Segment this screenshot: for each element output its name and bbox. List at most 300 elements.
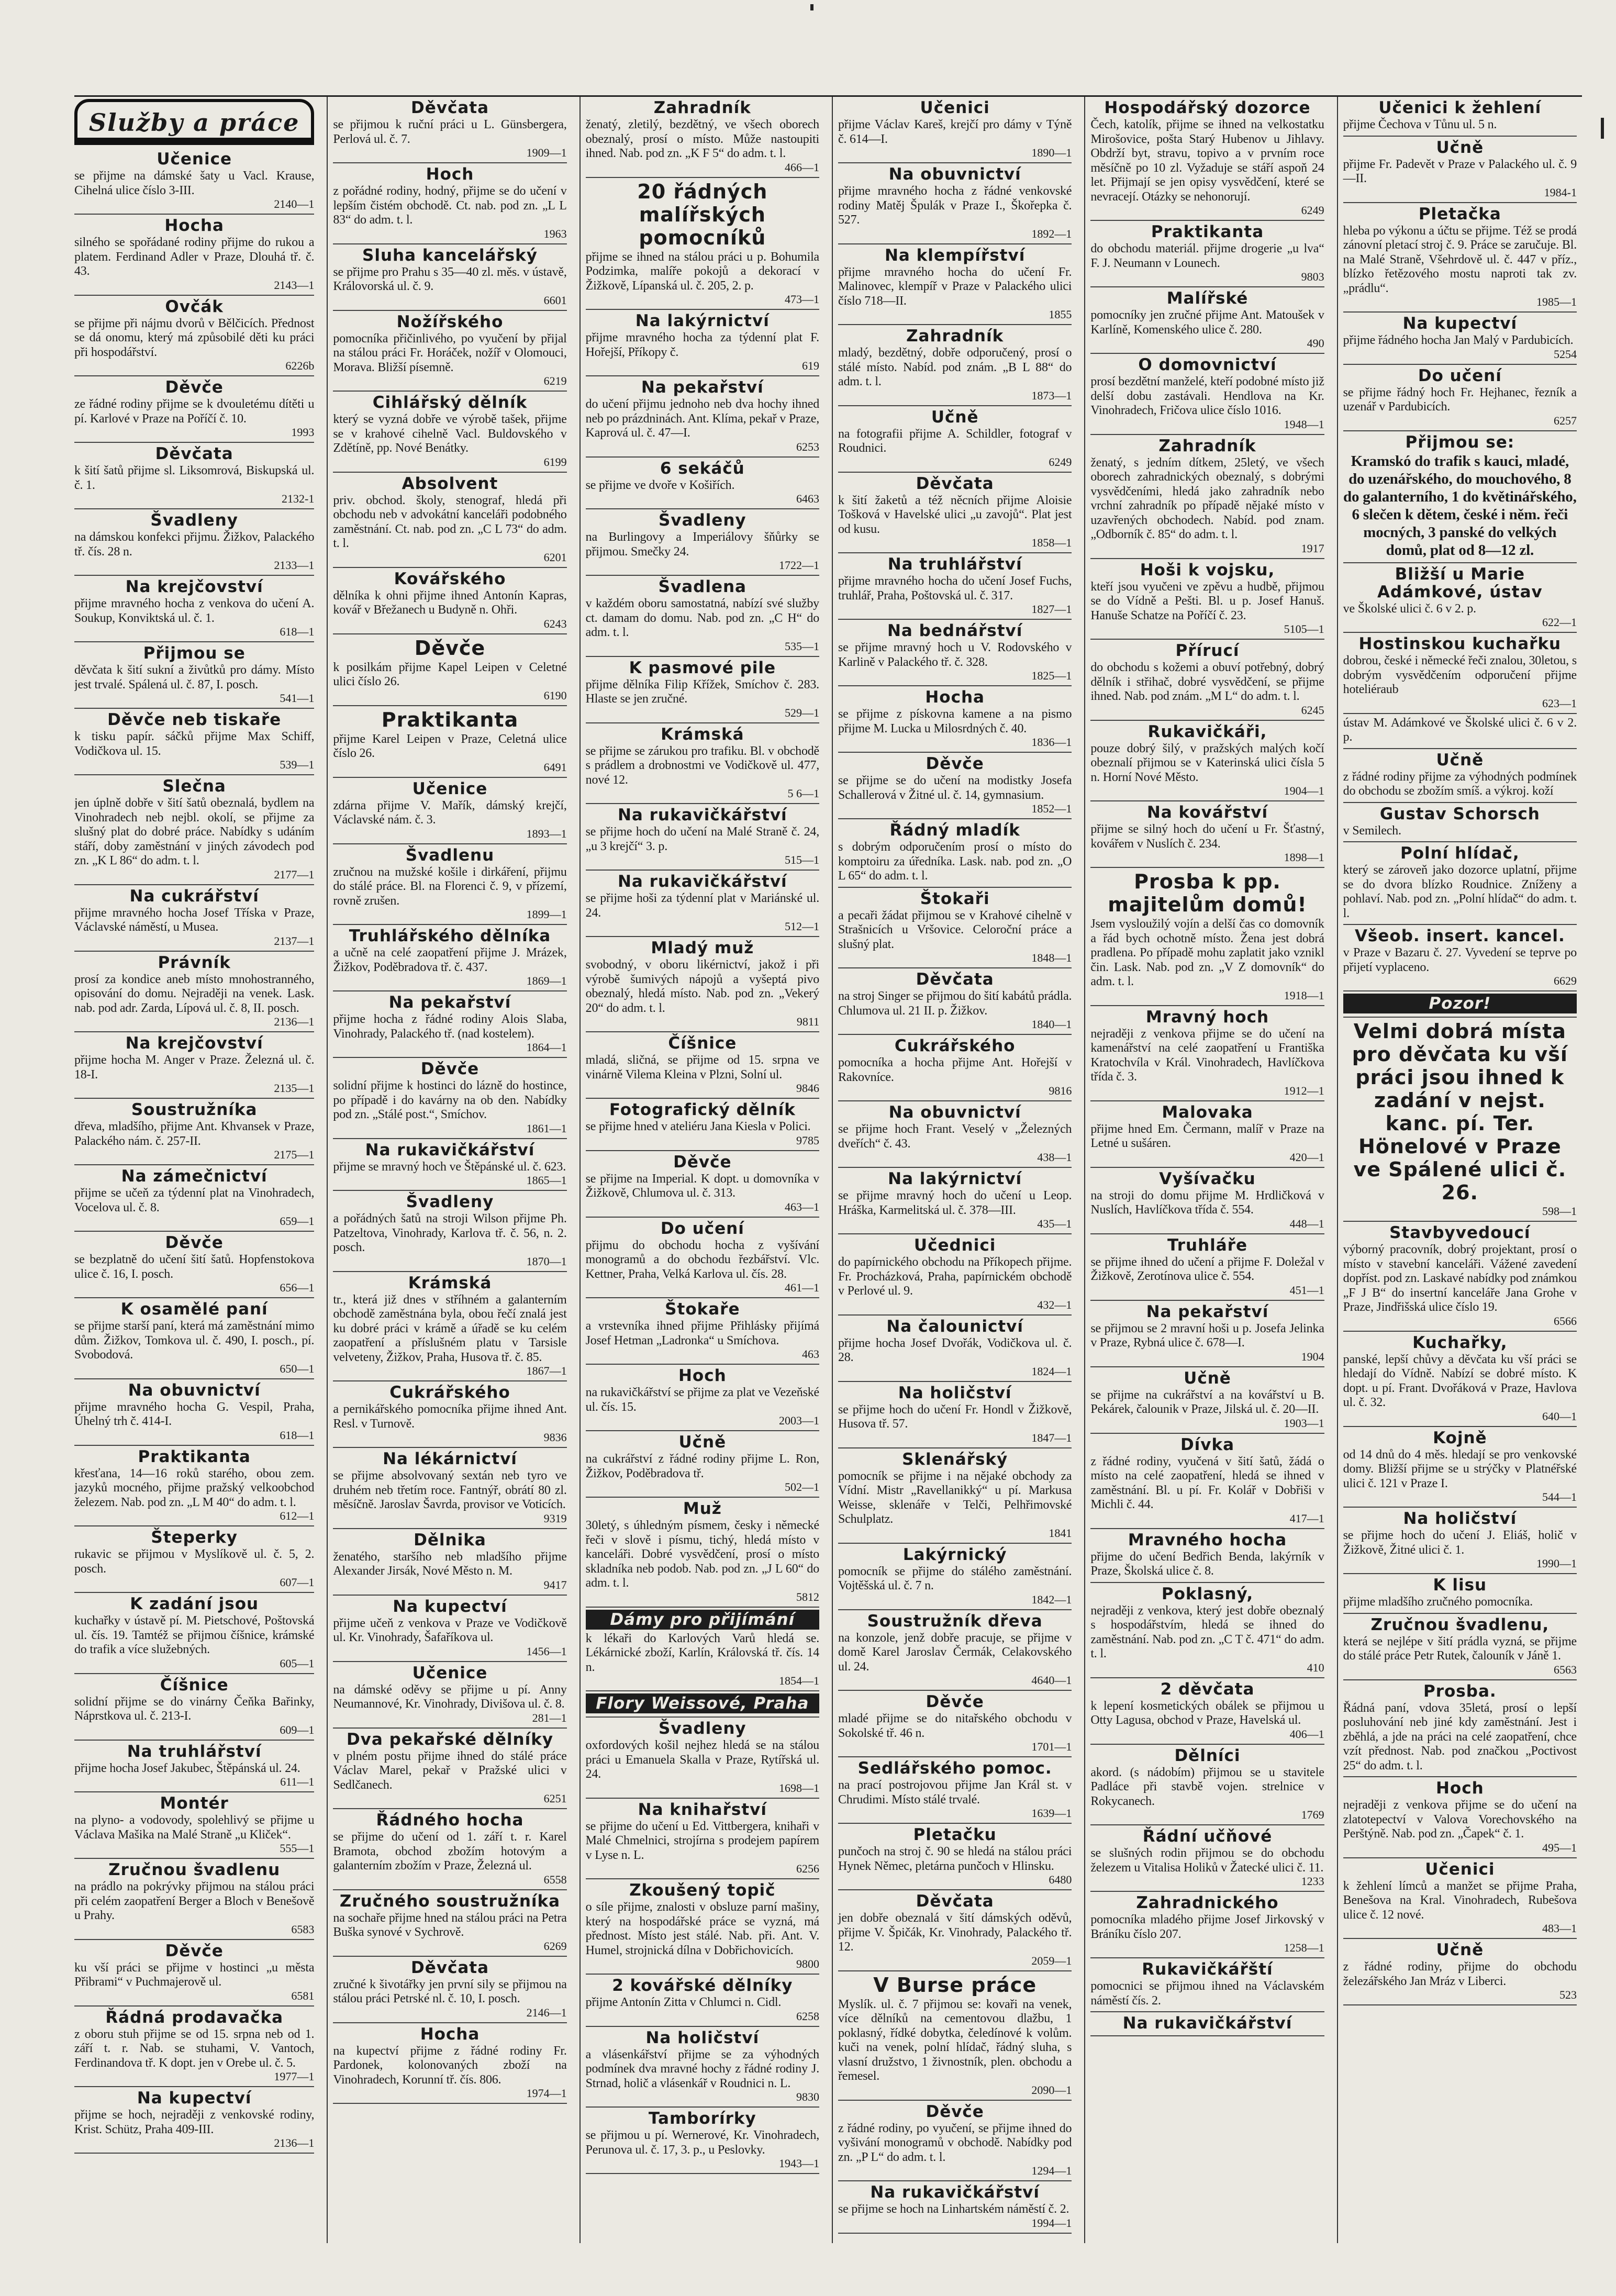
- ad-divider: [838, 2180, 1072, 2181]
- ad-text: do obchodu materiál. přijme drogerie „u lva“ F. J. Neumann v Lounech.: [1090, 242, 1324, 270]
- ad-text: se přijme absolvovaný sextán neb tyro ve druhém neb třetím roce. Fantnýř, obrátí 80 zl. měsíčně. Jaroslav Šavrda, provisor ve Voticích.: [333, 1469, 567, 1511]
- ad-reference-number: 6256: [796, 1862, 819, 1875]
- ad-reference-number: 612—1: [280, 1509, 315, 1522]
- ad-text: akord. (s nádobím) přijmou se u stavitele Padláce při stavbě vojen. strelnice v Rokycanech.: [1090, 1765, 1324, 1808]
- ad-divider: [333, 1271, 566, 1272]
- ad-text: přijme do učení Bedřich Benda, lakýrník v Praze, Školská ulice č. 8.: [1090, 1550, 1324, 1578]
- ad-reference-number: 6257: [1554, 414, 1577, 427]
- ad-heading: Lakýrnický: [902, 1545, 1007, 1564]
- ad-text: přijme Karel Leipen v Praze, Celetná ulice číslo 26.: [333, 732, 567, 760]
- classified-ad: [1090, 723, 1324, 798]
- ad-divider: [333, 633, 566, 634]
- classified-ad: [1343, 1576, 1577, 1610]
- ad-heading: Dámy pro přijímání: [586, 1610, 819, 1630]
- ad-reference-number: 9846: [796, 1082, 819, 1095]
- ad-reference-number: 555—1: [280, 1842, 315, 1855]
- ad-heading: Na cukrářství: [129, 886, 259, 906]
- classified-ad: [74, 1167, 314, 1228]
- classified-ad: [838, 1546, 1072, 1606]
- ad-heading: Vyšívačku: [1159, 1169, 1256, 1188]
- ad-text: pomocnici se přijmou ihned na Václavském náměstí čís. 2.: [1090, 1979, 1324, 2008]
- classified-ad: [838, 1318, 1072, 1378]
- ad-reference-number: 1852—1: [1031, 802, 1072, 815]
- ad-text: se přijme na cukrářství a na kovářství u B. Pekárek, čalounik v Praze, Jilská ul. č. 20—II.: [1090, 1388, 1324, 1416]
- classified-ad: [586, 1720, 819, 1795]
- ad-text: z řádné rodiny přijme za výhodných podmínek do obchodu se zbožím smíš. a výkroj. koží: [1343, 770, 1577, 798]
- ad-text: pomocník se přijme i na nějaké obchody za Vídní. Mistr „Ravellanikký“ u pí. Markusa Weisse, sklenáře v Telči, Pelhřimovské Schulplatz.: [838, 1469, 1072, 1526]
- classified-ad: [74, 1234, 314, 1294]
- binding-mark: [1601, 118, 1604, 139]
- ad-divider: [838, 1543, 1072, 1544]
- classified-ad: [74, 2089, 314, 2149]
- ad-divider: [1090, 353, 1324, 354]
- ad-text: Čech, katolík, přijme se ihned na velkostatku Mirošovice, pošta Starý Hubenov u Jihlavy. Obdrží byt, stravu, topivo a v prvním roce měsíčně po 10 zl. Vyžaduje se stáří aspoň 24 let. Přijmají se jen opisy vysvědčení, které se nevracejí. Otázky se nehonorují.: [1090, 118, 1324, 204]
- ad-reference-number: 1943—1: [779, 2157, 819, 2170]
- ad-divider: [1090, 1891, 1324, 1892]
- ad-heading: Štokaři: [920, 889, 990, 908]
- classified-ad: [74, 511, 314, 572]
- ad-heading: Sklenářský: [902, 1450, 1008, 1469]
- ad-divider: [1343, 311, 1577, 313]
- ad-heading: Truhlářského dělníka: [349, 927, 551, 945]
- ad-divider: [838, 967, 1072, 968]
- classified-ad: [586, 1220, 819, 1295]
- ad-reference-number: 1848—1: [1031, 951, 1072, 964]
- classified-ad: [838, 475, 1072, 550]
- ad-heading: Hostinskou kuchařku: [1358, 634, 1562, 653]
- ad-text: přijme se hoch, nejraději z venkovské rodiny, Krist. Schütz, Praha 409-III.: [74, 2108, 315, 2136]
- classified-ad: [838, 622, 1072, 682]
- classified-ad: [1090, 1104, 1324, 1164]
- ad-heading: Učenice: [412, 1663, 488, 1682]
- ad-reference-number: 9785: [796, 1133, 819, 1147]
- classified-ad: [74, 1300, 314, 1375]
- ad-heading: Hoši k vojsku,: [1140, 560, 1275, 579]
- classified-ad: [333, 780, 566, 840]
- ad-text: se přijme na dámské šaty u Vacl. Krause, Cihelná ulice číslo 3-III.: [74, 169, 315, 197]
- ad-heading: Do učení: [1418, 366, 1502, 385]
- classified-ad: [586, 2110, 819, 2170]
- ad-text: na prádlo na pokrývky přijmou na stálou práci při celém zaopatření Berger a Bloch v Benešově u Prahy.: [74, 1880, 315, 1922]
- classified-ad: [74, 378, 314, 439]
- ad-text: o síle přijme, znalosti v obsluze parní mašiny, který na hospodářské práce se vyzná, má přednost. Místo jest stálé. Nab. při. Ant. V. Humel, strojnická dílna v Dobřichovicích.: [585, 1900, 819, 1957]
- ad-reference-number: 1258—1: [1284, 1941, 1324, 1954]
- ad-divider: [74, 1791, 314, 1792]
- ad-heading: Na krejčovství: [125, 1034, 263, 1053]
- ad-heading: Sluha kancelářský: [362, 246, 538, 265]
- ad-text: na kupectví přijme z řádné rodiny Fr. Pardonek, kolonovaných zboží na Vinohradech, Korunní tř. čís. 806.: [333, 2044, 567, 2087]
- ad-divider: [586, 656, 819, 657]
- ad-divider: [1090, 1433, 1324, 1434]
- ad-divider: [838, 1756, 1072, 1757]
- classified-ad: [74, 644, 314, 705]
- classified-ad: [586, 378, 819, 453]
- classified-ad: [838, 890, 1072, 965]
- ad-text: z řádné rodiny, přijme do obchodu železářského Jan Mráz v Liberci.: [1343, 1960, 1577, 1988]
- classified-ad: [333, 1384, 566, 1444]
- ad-reference-number: 2003—1: [779, 1414, 819, 1427]
- ad-heading: 2 děvčata: [1160, 1679, 1255, 1699]
- classified-ad: [333, 570, 566, 630]
- ad-reference-number: 618—1: [280, 625, 315, 638]
- ad-text: se přijme ihned do učení a přijme F. Doležal v Žižkově, Zerotínova ulice č. 554.: [1090, 1255, 1324, 1283]
- ad-heading: Soustružník dřeva: [867, 1611, 1043, 1631]
- ad-text: k posilkám přijme Kapel Leipen v Celetné ulici číslo 26.: [333, 660, 567, 688]
- ad-divider: [74, 1858, 314, 1859]
- ad-divider: [333, 310, 566, 311]
- ad-divider: [74, 2153, 314, 2154]
- ad-text: solidní přijme se do vinárny Čeňka Bařinky, Náprstkova ul. č. 213-I.: [74, 1695, 315, 1723]
- ad-divider: [838, 2233, 1072, 2234]
- ad-heading: Učenici k žehlení: [1378, 98, 1542, 117]
- ad-heading: Číšnice: [668, 1034, 737, 1053]
- ad-reference-number: 650—1: [280, 1362, 315, 1375]
- ad-heading: Učně: [1436, 1941, 1484, 1959]
- ad-text: se přijme hoch do učení Fr. Hondl v Žižkově, Husova tř. 57.: [838, 1402, 1072, 1431]
- ad-reference-number: 432—1: [1037, 1298, 1072, 1311]
- ad-reference-number: 1893—1: [526, 827, 567, 840]
- ad-text: a pecaři žádat přijmou se v Krahové cihelně v Strašnicích u Vršovice. Celoroční práce a slušný plat.: [838, 908, 1072, 951]
- ad-reference-number: 473—1: [785, 293, 819, 306]
- ad-text: přijme se silný hoch do učení u Fr. Šťastný, kovářem v Nuslích č. 234.: [1090, 822, 1324, 851]
- classified-ad: [586, 1881, 819, 1970]
- ad-divider: [1343, 1857, 1577, 1858]
- ad-divider: [838, 1381, 1072, 1382]
- ad-heading: 2 kovářské dělníky: [612, 1976, 793, 1995]
- ad-divider: [1343, 1507, 1577, 1508]
- ad-heading: Ovčák: [165, 297, 224, 316]
- ad-text: mladý, bezdětný, dobře odporučený, prosí o stálé místo. Nabíd. pod znám. „B L 88“ do adm. t. l.: [838, 346, 1072, 388]
- ad-text: pomocníka mladého přijme Josef Jirkovský v Bráníku číslo 207.: [1090, 1913, 1324, 1941]
- ad-reference-number: 1990—1: [1536, 1557, 1577, 1570]
- ad-text: do učení přijmu jednoho neb dva hochy ihned neb po prázdninách. Ant. Klíma, pekař v Praze, Kaprová ul. č. 47—I.: [585, 397, 819, 440]
- ad-divider: [586, 177, 819, 178]
- ad-reference-number: 5105—1: [1284, 622, 1324, 636]
- ad-heading: Na holičství: [645, 2028, 760, 2047]
- ad-reference-number: 1836—1: [1031, 735, 1072, 749]
- ad-reference-number: 420—1: [1289, 1150, 1324, 1164]
- classified-ad: [1090, 1531, 1324, 1579]
- ad-text: přijme se učeň za týdenní plat na Vinohradech, Vocelova ul. č. 8.: [74, 1186, 315, 1214]
- ad-heading: Všeob. insert. kancel.: [1354, 927, 1565, 945]
- ad-text: svobodný, v oboru likérnictví, jakož i při výrobě šumivých nápojů a vyšeptá pivo obeznalý, hledá místo. Nab. pod zn. „Vekerý 20“ do adm. t. l.: [585, 958, 819, 1015]
- classified-ad: [1343, 99, 1577, 132]
- ad-heading: Truhláře: [1167, 1235, 1247, 1255]
- classified-ad: [586, 2029, 819, 2104]
- ad-heading: Pozor!: [1343, 994, 1577, 1013]
- ad-reference-number: 6563: [1554, 1663, 1577, 1676]
- classified-ad: [1343, 565, 1577, 629]
- classified-ad: [838, 555, 1072, 616]
- ad-reference-number: 6253: [796, 440, 819, 453]
- ad-divider: [838, 1233, 1072, 1234]
- ad-reference-number: 1898—1: [1284, 851, 1324, 864]
- classified-ad: [1343, 716, 1577, 745]
- ad-reference-number: 2146—1: [526, 2005, 567, 2019]
- ad-text: přijme mravného hocha z venkova do učení A. Soukup, Konviktská ul. č. 1.: [74, 597, 315, 625]
- ad-reference-number: 1865—1: [526, 1174, 567, 1187]
- ad-divider: [1090, 1744, 1324, 1745]
- ad-reference-number: 6629: [1554, 974, 1577, 987]
- classified-ad: [838, 1451, 1072, 1540]
- ad-text: na sochaře přijme hned na stálou práci na Petra Buška synové v Sychrově.: [333, 1911, 567, 1939]
- ad-divider: [838, 1970, 1072, 1971]
- ad-heading: Pletačka: [1418, 204, 1501, 224]
- ad-text: prosí bezdětní manželé, kteří podobné místo již delší dobu zastávali. Hendlova na Kr. Vinohradech, Fričova ulice číslo 1016.: [1090, 375, 1324, 417]
- ad-heading: Švadleny: [406, 1192, 494, 1211]
- ad-heading: Absolvent: [402, 474, 498, 493]
- ad-reference-number: 1904: [1301, 1350, 1324, 1363]
- ad-reference-number: 6558: [543, 1873, 567, 1886]
- classified-ad: [333, 2025, 566, 2100]
- ad-text: se přijme se hoch na Linhartském náměstí č. 2.: [838, 2202, 1069, 2216]
- classified-ad: [74, 1676, 314, 1736]
- classified-ad: [586, 1034, 819, 1095]
- ad-divider: [586, 2106, 819, 2108]
- classified-ad: [586, 1433, 819, 1493]
- ad-reference-number: 6245: [1301, 703, 1324, 717]
- ad-text: v každém oboru samostatná, nabízí své služby ct. damam do domu. Nab. pod zn. „C H“ do adm. t. l.: [585, 597, 819, 639]
- ad-heading: Přírucí: [1175, 641, 1240, 660]
- ad-reference-number: 9417: [543, 1578, 567, 1591]
- ad-heading: Na kupectví: [1402, 314, 1518, 333]
- ad-reference-number: 1855: [1049, 308, 1072, 321]
- classified-ad: [1090, 223, 1324, 283]
- classified-ad: [74, 1448, 314, 1523]
- classified-ad: [74, 150, 314, 210]
- ad-text: a pernikářského pomocníka přijme ihned Ant. Resl. v Turnově.: [333, 1402, 567, 1431]
- ad-reference-number: 6249: [1049, 455, 1072, 469]
- ad-heading: Na holičství: [898, 1383, 1012, 1402]
- ad-text: přijme hocha M. Anger v Praze. Železná ul. č. 18-I.: [74, 1053, 315, 1082]
- ad-reference-number: 1639—1: [1031, 1807, 1072, 1820]
- ad-text: přijme mravného hocha z řádné venkovské rodiny Matěj Špulák v Praze I., Škořepka č. 527.: [838, 184, 1072, 227]
- ad-heading: Zahradnického: [1136, 1893, 1279, 1912]
- ad-heading: Na klempířství: [884, 246, 1026, 265]
- ad-reference-number: 435—1: [1037, 1217, 1072, 1230]
- classified-ad: [586, 511, 819, 572]
- ad-divider: [74, 1098, 314, 1099]
- ad-text: ze řádné rodiny přijme se k dvouletému dítěti u pí. Karlové v Praze na Poříčí č. 10.: [74, 397, 315, 426]
- classified-ad: [586, 873, 819, 933]
- ad-text: se přijme na Imperial. K dopt. u domovníka v Žižkově, Chlumova ul. č. 313.: [585, 1172, 819, 1200]
- ad-heading: Na rukavičkářství: [617, 806, 787, 824]
- classified-ad: [586, 1801, 819, 1876]
- ad-text: přijme hocha Josef Dvořák, Vodičkova ul. č. 28.: [838, 1336, 1072, 1364]
- ad-divider: [838, 887, 1072, 888]
- classified-ad: [1343, 1510, 1577, 1570]
- classified-ad: [74, 777, 314, 881]
- ad-reference-number: 451—1: [1289, 1283, 1324, 1297]
- ad-divider: [74, 1673, 314, 1674]
- ad-reference-number: 9816: [1049, 1084, 1072, 1097]
- ad-text: přijme se mravný hoch ve Štěpánské ul. č. 623.: [333, 1160, 566, 1174]
- ad-heading: Prosba.: [1423, 1681, 1497, 1701]
- classified-ad: [1090, 289, 1324, 350]
- ad-reference-number: 1233: [1301, 1875, 1324, 1888]
- ad-text: na cukrářství z řádné rodiny přijme L. Ron, Žižkov, Poděbradova tř.: [585, 1452, 819, 1480]
- ad-text: nejraději z venkova přijme se do učení na zlatotepectví v Valova Vorechovského na Perštýně. Nab. pod zn. „Čapek“ č. 1.: [1343, 1798, 1577, 1841]
- classified-ad: [1343, 205, 1577, 309]
- ad-heading: Hoch: [678, 1366, 727, 1385]
- ad-reference-number: 448—1: [1289, 1217, 1324, 1230]
- ad-heading: Hospodářský dozorce: [1104, 98, 1311, 117]
- classified-ad: [586, 1101, 819, 1147]
- ad-reference-number: 1864—1: [526, 1041, 567, 1054]
- classified-ad: [838, 1892, 1072, 1967]
- ad-divider: [838, 2100, 1072, 2101]
- ad-divider: [1090, 1528, 1324, 1529]
- classified-ad: [586, 1977, 819, 2023]
- ad-divider: [586, 870, 819, 871]
- ad-text: se přijme z pískovna kamene a na pismo přijme M. Lucka u Milosrdných č. 40.: [838, 707, 1072, 735]
- classified-ad: [333, 99, 566, 159]
- classified-ad: [838, 1826, 1072, 1886]
- ad-text: přijme dělníka Filip Křížek, Smíchov č. 283. Hlaste se jen zručné.: [585, 677, 819, 706]
- ad-text: přijme hocha z řádné rodiny Alois Slaba, Vinohrady, Palackého tř. (nad kostelem).: [333, 1012, 567, 1041]
- ad-heading: Na kovářství: [1146, 803, 1268, 822]
- classified-ad: [1090, 804, 1324, 864]
- ad-divider: [1343, 1426, 1577, 1427]
- ad-text: který se vyzná dobře ve výrobě tašek, přijme se v krahové cihelně Vacl. Buldovského v Zdětíně, pp. Nové Benátky.: [333, 413, 567, 455]
- ad-text: z oboru stuh přijme se od 15. srpna neb od 1. září t. r. Nab. se stuhami, V. Vantoch, Ferdinandova tř. K dopt. jen v Orebe ul. č. 5.: [74, 2027, 315, 2070]
- ad-heading: Na pekařství: [1146, 1302, 1269, 1321]
- ad-divider: [74, 884, 314, 885]
- ad-reference-number: 4640—1: [1031, 1674, 1072, 1687]
- ad-text: oxfordových košil nejhez hledá se na stálou práci u Emanuela Skalla v Praze, Rytířská ul. 24.: [585, 1738, 819, 1781]
- classified-ad: [333, 1598, 566, 1658]
- ad-reference-number: 6601: [543, 293, 567, 307]
- classified-ad: [838, 821, 1072, 884]
- ad-heading: Zručného soustružníka: [339, 1891, 561, 1911]
- ad-heading: Řádného hocha: [376, 1811, 524, 1830]
- classified-ad: [586, 1693, 819, 1713]
- ad-reference-number: 1904—1: [1284, 784, 1324, 797]
- ad-text: se přijme ve dvoře v Košiřích.: [585, 478, 735, 492]
- ad-reference-number: 619: [802, 359, 819, 372]
- ad-reference-number: 2135—1: [274, 1082, 315, 1095]
- ad-reference-number: 640—1: [1542, 1409, 1577, 1423]
- ad-heading: Dívka: [1180, 1435, 1235, 1454]
- ad-heading: Na rukavičkářství: [1122, 2014, 1292, 2033]
- ad-heading: Flory Weissové, Praha: [586, 1693, 819, 1713]
- ad-divider: [333, 1808, 566, 1809]
- ad-reference-number: 483—1: [1542, 1922, 1577, 1935]
- classified-ad: [838, 247, 1072, 321]
- ad-heading: Prosba k pp. majitelům domů!: [1108, 870, 1307, 916]
- classified-ad: [1090, 356, 1324, 431]
- ad-divider: [586, 803, 819, 804]
- ad-divider: [586, 1717, 819, 1718]
- classified-ad: [1343, 1020, 1577, 1218]
- classified-ad: [333, 1531, 566, 1591]
- section-title: Služby a práce: [74, 99, 314, 145]
- ad-text: od 14 dnů do 4 měs. hledají se pro venkovské domy. Bližší přijme se u strýčky v Platnéřské ulici č. 121 v Praze I.: [1343, 1447, 1577, 1490]
- classified-ad: [74, 1942, 314, 2002]
- ad-text: rukavic se přijmou v Myslíkově ul. č. 5, 2. posch.: [74, 1547, 315, 1576]
- ad-reference-number: 1917: [1301, 541, 1324, 555]
- ad-divider: [1090, 1366, 1324, 1367]
- ad-reference-number: 1912—1: [1284, 1084, 1324, 1097]
- ad-divider: [1090, 220, 1324, 221]
- ad-divider: [333, 1528, 566, 1529]
- ad-heading: Na pekařství: [641, 378, 764, 397]
- ad-divider: [74, 375, 314, 376]
- ad-text: Řádná paní, vdova 35letá, prosí o lepší posluhování neb jiné kdy zaměstnání. Jest i zběhlá, a jde na práci na celé zaopatření, chce vzít přednost. Nab. pod značkou „Poctivost 25“ do adm. t. l.: [1343, 1701, 1577, 1773]
- ad-divider: [333, 1190, 566, 1191]
- ad-text: pomocníky jen zručné přijme Ant. Matoušek v Karlíně, Komenského ulice č. 280.: [1090, 308, 1324, 337]
- ad-text: ženatý, zletilý, bezdětný, ve všech oborech obeznalý, prosí o místo. Může nastoupiti ihned. Nab. pod zn. „K F 5“ do adm. t. l.: [585, 118, 819, 160]
- ad-text: se přijme hoch do učení na Malé Straně č. 24, „u 3 krejčí“ 3. p.: [585, 825, 819, 853]
- ad-divider: [838, 685, 1072, 686]
- ad-heading: Krámská: [661, 725, 744, 744]
- ad-divider: [333, 990, 566, 991]
- ad-heading: Na čalounictví: [886, 1317, 1023, 1336]
- ad-divider: [74, 641, 314, 642]
- classified-ad: [1090, 1436, 1324, 1525]
- ad-heading: Stavbyvedoucí: [1389, 1223, 1531, 1242]
- ad-text: ve Školské ulici č. 6 v 2. p.: [1343, 601, 1476, 616]
- ad-divider: [74, 951, 314, 952]
- ad-text: křesťana, 14—16 roků starého, obou zem. jazyků mocného, přijme pražský velkoobchod železem. Nab. pod zn. „L M 40“ do adm. t. l.: [74, 1466, 315, 1509]
- ad-heading: Přijmou se: [143, 644, 246, 663]
- ad-divider: [586, 1364, 819, 1365]
- ad-divider: [1343, 136, 1577, 137]
- column-5: [1084, 97, 1329, 2243]
- ad-text: z pořádné rodiny, hodný, přijme se do učení v lepším čistém obchodě. Ct. nab. pod zn. „L L 83“ do adm. t. l.: [333, 184, 567, 227]
- ad-divider: [333, 1661, 566, 1662]
- ad-divider: [838, 243, 1072, 244]
- ad-reference-number: 6249: [1301, 204, 1324, 217]
- ad-heading: Praktikanta: [138, 1447, 251, 1466]
- ad-divider: [1090, 1100, 1324, 1101]
- ad-divider: [1090, 1824, 1324, 1825]
- ad-text: přijme Fr. Padevět v Praze v Palackého ul. č. 9—II.: [1343, 157, 1577, 185]
- classified-ad: [74, 887, 314, 948]
- classifieds-page: [74, 95, 1582, 2243]
- ad-reference-number: 529—1: [785, 706, 819, 719]
- ad-text: se přijme se do učení na modistky Josefa Schallerová v Žitné ul. č. 14, gymnasium.: [838, 774, 1072, 802]
- ad-text: se přijme mravný hoch u V. Rodovského v Karlině v Palackého tř. č. 328.: [838, 641, 1072, 669]
- ad-reference-number: 1918—1: [1284, 988, 1324, 1002]
- classified-ad: [586, 806, 819, 866]
- classified-ad: [1343, 927, 1577, 987]
- ad-reference-number: 495—1: [1542, 1841, 1577, 1854]
- ad-heading: Na lakýrnictví: [635, 311, 770, 330]
- ad-text: prosí za kondice aneb místo mnohostranného, opisování do domu. Nejraději na venek. Lask. nab. pod adr. Zarda, Lípová ul. č. 8, II. posch.: [74, 972, 315, 1015]
- ad-divider: [74, 2086, 314, 2087]
- ad-text: dělníka k ohni přijme ihned Antonín Kapras, kovář v Břežanech u Budyně n. Ohři.: [333, 588, 567, 617]
- ad-text: priv. obchod. školy, stenograf, hledá při obchodu neb v advokátní kanceláři podobného zaměstnání. Ct. nab. pod zn. „C L 73“ do adm. t. l.: [333, 493, 567, 550]
- ad-reference-number: 6480: [1049, 1873, 1072, 1886]
- ad-reference-number: 1840—1: [1031, 1018, 1072, 1031]
- ad-text: solidní přijme k hostinci do lázně do hostince, po případě i do kavárny na ob den. Nabídky pod zn. „Stálé post.“, Smíchov.: [333, 1079, 567, 1121]
- classified-ad: [586, 1153, 819, 1213]
- ad-heading: K osamělé paní: [120, 1300, 268, 1319]
- classified-ad: [333, 475, 566, 564]
- ad-divider: [1343, 632, 1577, 633]
- ad-heading: Muž: [683, 1499, 722, 1518]
- ad-divider: [1090, 1300, 1324, 1301]
- ad-text: se přijme mravný hoch do učení u Leop. Hráška, Karmelitská ul. č. 378—III.: [838, 1189, 1072, 1217]
- ad-text: se přijme při nájmu dvorů v Bělčicích. Přednost se dá onomu, který má způsobilé děti ku práci při hospodářství.: [74, 316, 315, 359]
- ad-reference-number: 1825—1: [1031, 669, 1072, 682]
- ad-divider: [1343, 1221, 1577, 1222]
- classified-ad: [1343, 844, 1577, 921]
- ad-divider: [1343, 364, 1577, 365]
- ad-heading: Mravného hocha: [1128, 1530, 1287, 1550]
- ad-reference-number: 2133—1: [274, 559, 315, 572]
